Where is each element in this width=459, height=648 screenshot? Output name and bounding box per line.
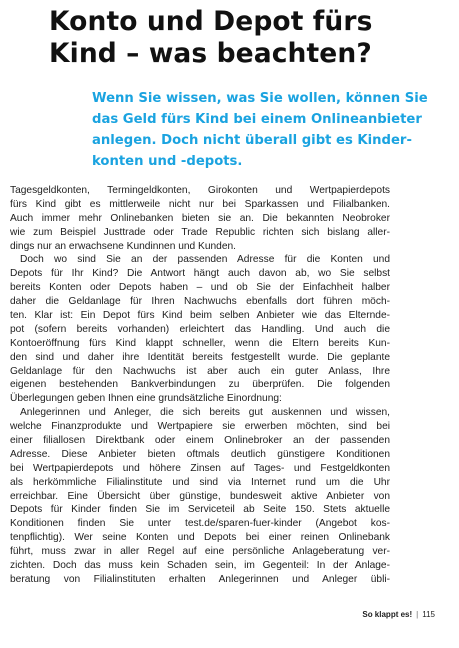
text-line: beratung von Filialinstituten erhalten Anlegerinnen und Anleger übli- bbox=[10, 573, 390, 585]
text-line: führt, muss zwar in aller Regel auf eine persönliche Anlageberatung ver- bbox=[10, 546, 390, 558]
text-line: tenpflichtig). Wer seine Konten und Depots bei einer reinen Onlinebank bbox=[10, 532, 390, 544]
text-line: einer filiallosen Direktbank oder einem Onlinebroker an der passenden bbox=[10, 435, 390, 447]
text-line: wie zum Beispiel Justtrade oder Trade Republic richten sich bislang aller- bbox=[10, 226, 390, 238]
paragraph bbox=[10, 253, 390, 406]
text-line: zichten. Doch das muss kein Schaden sein, im Gegenteil: In der Anlage- bbox=[10, 560, 390, 572]
text-line: Doch wo sind Sie an der passenden Adresse für die Konten und bbox=[20, 254, 390, 266]
text-line: Anlegerinnen und Anleger, die sich bereits gut auskennen und wissen, bbox=[20, 407, 390, 419]
section-name: So klappt es! bbox=[362, 610, 413, 619]
body-text bbox=[10, 184, 390, 587]
title-line: Konto und Depot fürs bbox=[49, 6, 373, 37]
text-line: als herkömmliche Filialinstitute und sind via Internet rund um die Uhr bbox=[10, 476, 390, 488]
text-line: Tagesgeldkonten, Termingeldkonten, Girokonten und Wertpapierdepots bbox=[10, 185, 390, 196]
text-line: dings nur an erwachsene Kundinnen und Kunden. bbox=[10, 240, 236, 252]
text-line: Depots für Ihr Kind? Die Antwort hängt auch davon ab, wo Sie selbst bbox=[10, 268, 390, 280]
text-line: Auch immer mehr Onlinebanken bieten sie an. Die bekannten Neobroker bbox=[10, 212, 390, 224]
text-line: bereits Konten oder Depots haben – und ob Sie der Einfachheit halber bbox=[10, 282, 390, 294]
text-line: den sind und daher ihre Identität bereits festgestellt wurde. Die geplante bbox=[10, 351, 390, 363]
page-title bbox=[49, 6, 449, 70]
paragraph bbox=[10, 184, 390, 253]
text-line: welche Finanzprodukte und Wertpapiere sie erwerben möchten, sind bei bbox=[10, 421, 390, 433]
lead-paragraph bbox=[92, 88, 442, 172]
page-number: 115 bbox=[422, 610, 435, 619]
text-line: Konditionen finden Sie unter test.de/sparen-fuer-kinder (Angebot kos- bbox=[10, 518, 390, 530]
text-line: pot (sofern bereits vorhanden) erleichtert das Handling. Und auch die bbox=[10, 323, 390, 335]
text-line: bei Wertpapierdepots und höhere Zinsen auf Tages- und Festgeldkonten bbox=[10, 462, 390, 474]
text-line: daher die Geldanlage für Ihren Nachwuchs ebenfalls dort führen möch- bbox=[10, 296, 390, 308]
lead-line: anlegen. Doch nicht überall gibt es Kinder- bbox=[92, 133, 412, 148]
text-line: Überlegungen geben Ihnen eine grundsätzliche Einordnung: bbox=[10, 393, 282, 405]
text-line: Geldanlage für den Nachwuchs ist aber auch ein guter Anlass, Ihre bbox=[10, 365, 390, 377]
title-line: Kind – was beachten? bbox=[49, 38, 372, 69]
text-line: ten. Klar ist: Ein Depot fürs Kind beim selben Anbieter wie das Elternde- bbox=[10, 310, 390, 322]
paragraph bbox=[10, 406, 390, 587]
page-footer bbox=[362, 610, 435, 619]
footer-separator: | bbox=[416, 610, 419, 619]
lead-line: das Geld fürs Kind bei einem Onlineanbieter bbox=[92, 112, 422, 127]
text-line: fürs Kind gibt es mittlerweile nicht nur bei Sparkassen und Filialbanken. bbox=[10, 198, 390, 210]
text-line: erreichbar. Eine Übersicht über günstige, bundesweit aktive Anbieter von bbox=[10, 490, 390, 502]
text-line: Depots für Kinder finden Sie im Serviceteil ab Seite 150. Stets aktuelle bbox=[10, 504, 390, 516]
lead-line: Wenn Sie wissen, was Sie wollen, können Sie bbox=[92, 91, 428, 106]
text-line: Adresse. Diese Anbieter bieten oftmals deutlich günstigere Konditionen bbox=[10, 448, 390, 460]
text-line: eigenen bestehenden Bankverbindungen zu überprüfen. Die folgenden bbox=[10, 379, 390, 391]
lead-line: konten und -depots. bbox=[92, 154, 243, 169]
text-line: Kontoeröffnung fürs Kind klappt schneller, wenn die Eltern bereits Kun- bbox=[10, 337, 390, 349]
